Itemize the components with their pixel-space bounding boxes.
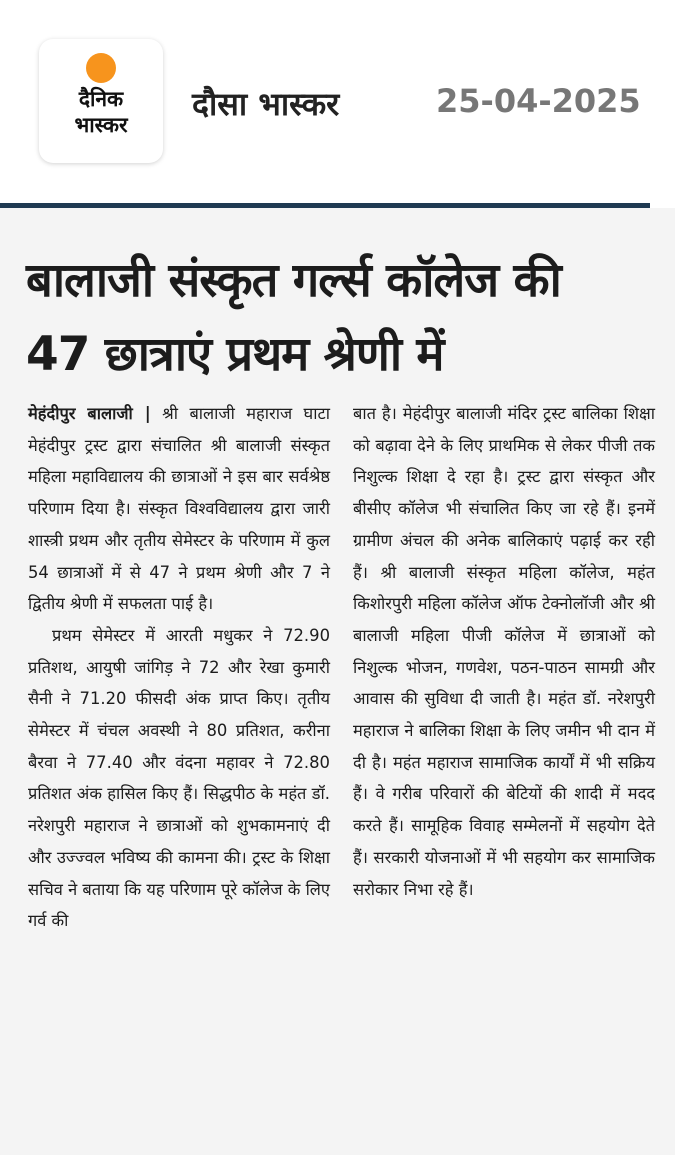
edition-name: दौसा भास्कर [192,85,340,123]
logo-text-line2: भास्कर [74,113,128,137]
logo-text-line1: दैनिक [78,87,124,111]
article-paragraph: प्रथम सेमेस्टर में आरती मधुकर ने 72.90 प्रतिशथ, आयुषी जांगिड़ ने 72 और रेखा कुमारी सैनी ने 71.20 फीसदी अंक प्राप्त किए। तृतीय सेमेस्टर में चंचल अवस्थी ने 80 प्रतिशत, करीना बैरवा ने 77.40 और वंदना महावर ने 72.80 प्रतिशत अंक हासिल किए हैं। सिद्धपीठ के महंत डॉ. नरेशपुरी महाराज ने छात्राओं को शुभकामनाएं दी और उज्ज्वल भविष्य की कामना की। ट्रस्ट के शिक्षा सचिव ने बताया कि यह परिणाम पूरे कॉलेज के लिए गर्व की [28,625,330,931]
article-paragraph [28,398,330,620]
edition-date: 25-04-2025 [436,82,641,120]
article-headline: बालाजी संस्कृत गर्ल्स कॉलेज की 47 छात्राएं प्रथम श्रेणी में [26,253,561,382]
article-paragraph: बात है। मेहंदीपुर बालाजी मंदिर ट्रस्ट बालिका शिक्षा को बढ़ावा देने के लिए प्राथमिक से लेकर पीजी तक निशुल्क शिक्षा दे रहा है। ट्रस्ट द्वारा संस्कृत और बीसीए कॉलेज भी संचालित किए जा रहे हैं। इनमें ग्रामीण अंचल की अनेक बालिकाएं पढ़ाई कर रही हैं। श्री बालाजी संस्कृत महिला कॉलेज, महंत किशोरपुरी महिला कॉलेज ऑफ टेक्नोलॉजी और श्री बालाजी महिला पीजी कॉलेज में छात्राओं को निशुल्क भोजन, गणवेश, पठन-पाठन सामग्री और आवास की सुविधा दी जाती है। महंत डॉ. नरेशपुरी महाराज ने बालिका शिक्षा के लिए जमीन भी दान में दी है। महंत महाराज सामाजिक कार्यों में भी सक्रिय हैं। वे गरीब परिवारों की बेटियों की शादी में मदद करते हैं। सामूहिक विवाह सम्मेलनों में सहयोग देते हैं। सरकारी योजनाओं में भी सहयोग कर सामाजिक सरोकार निभा रहे हैं। [353,404,655,899]
article-column-left [28,398,330,937]
article-dateline: मेहंदीपुर बालाजी | [28,404,151,423]
article-column-right [353,398,655,905]
page-header [0,0,675,205]
news-clipping [0,208,675,1155]
dainik-bhaskar-logo [39,39,163,163]
sun-icon [86,53,116,83]
paragraph-text: श्री बालाजी महाराज घाटा मेहंदीपुर ट्रस्ट द्वारा संचालित श्री बालाजी संस्कृत महिला महाविद्यालय की छात्राओं ने इस बार सर्वश्रेष्ठ परिणाम दिया है। संस्कृत विश्वविद्यालय द्वारा जारी शास्त्री प्रथम और तृतीय सेमेस्टर के परिणाम में कुल 54 छात्राओं में से 47 ने प्रथम श्रेणी और 7 ने द्वितीय श्रेणी में सफलता पाई है। [28,404,330,614]
